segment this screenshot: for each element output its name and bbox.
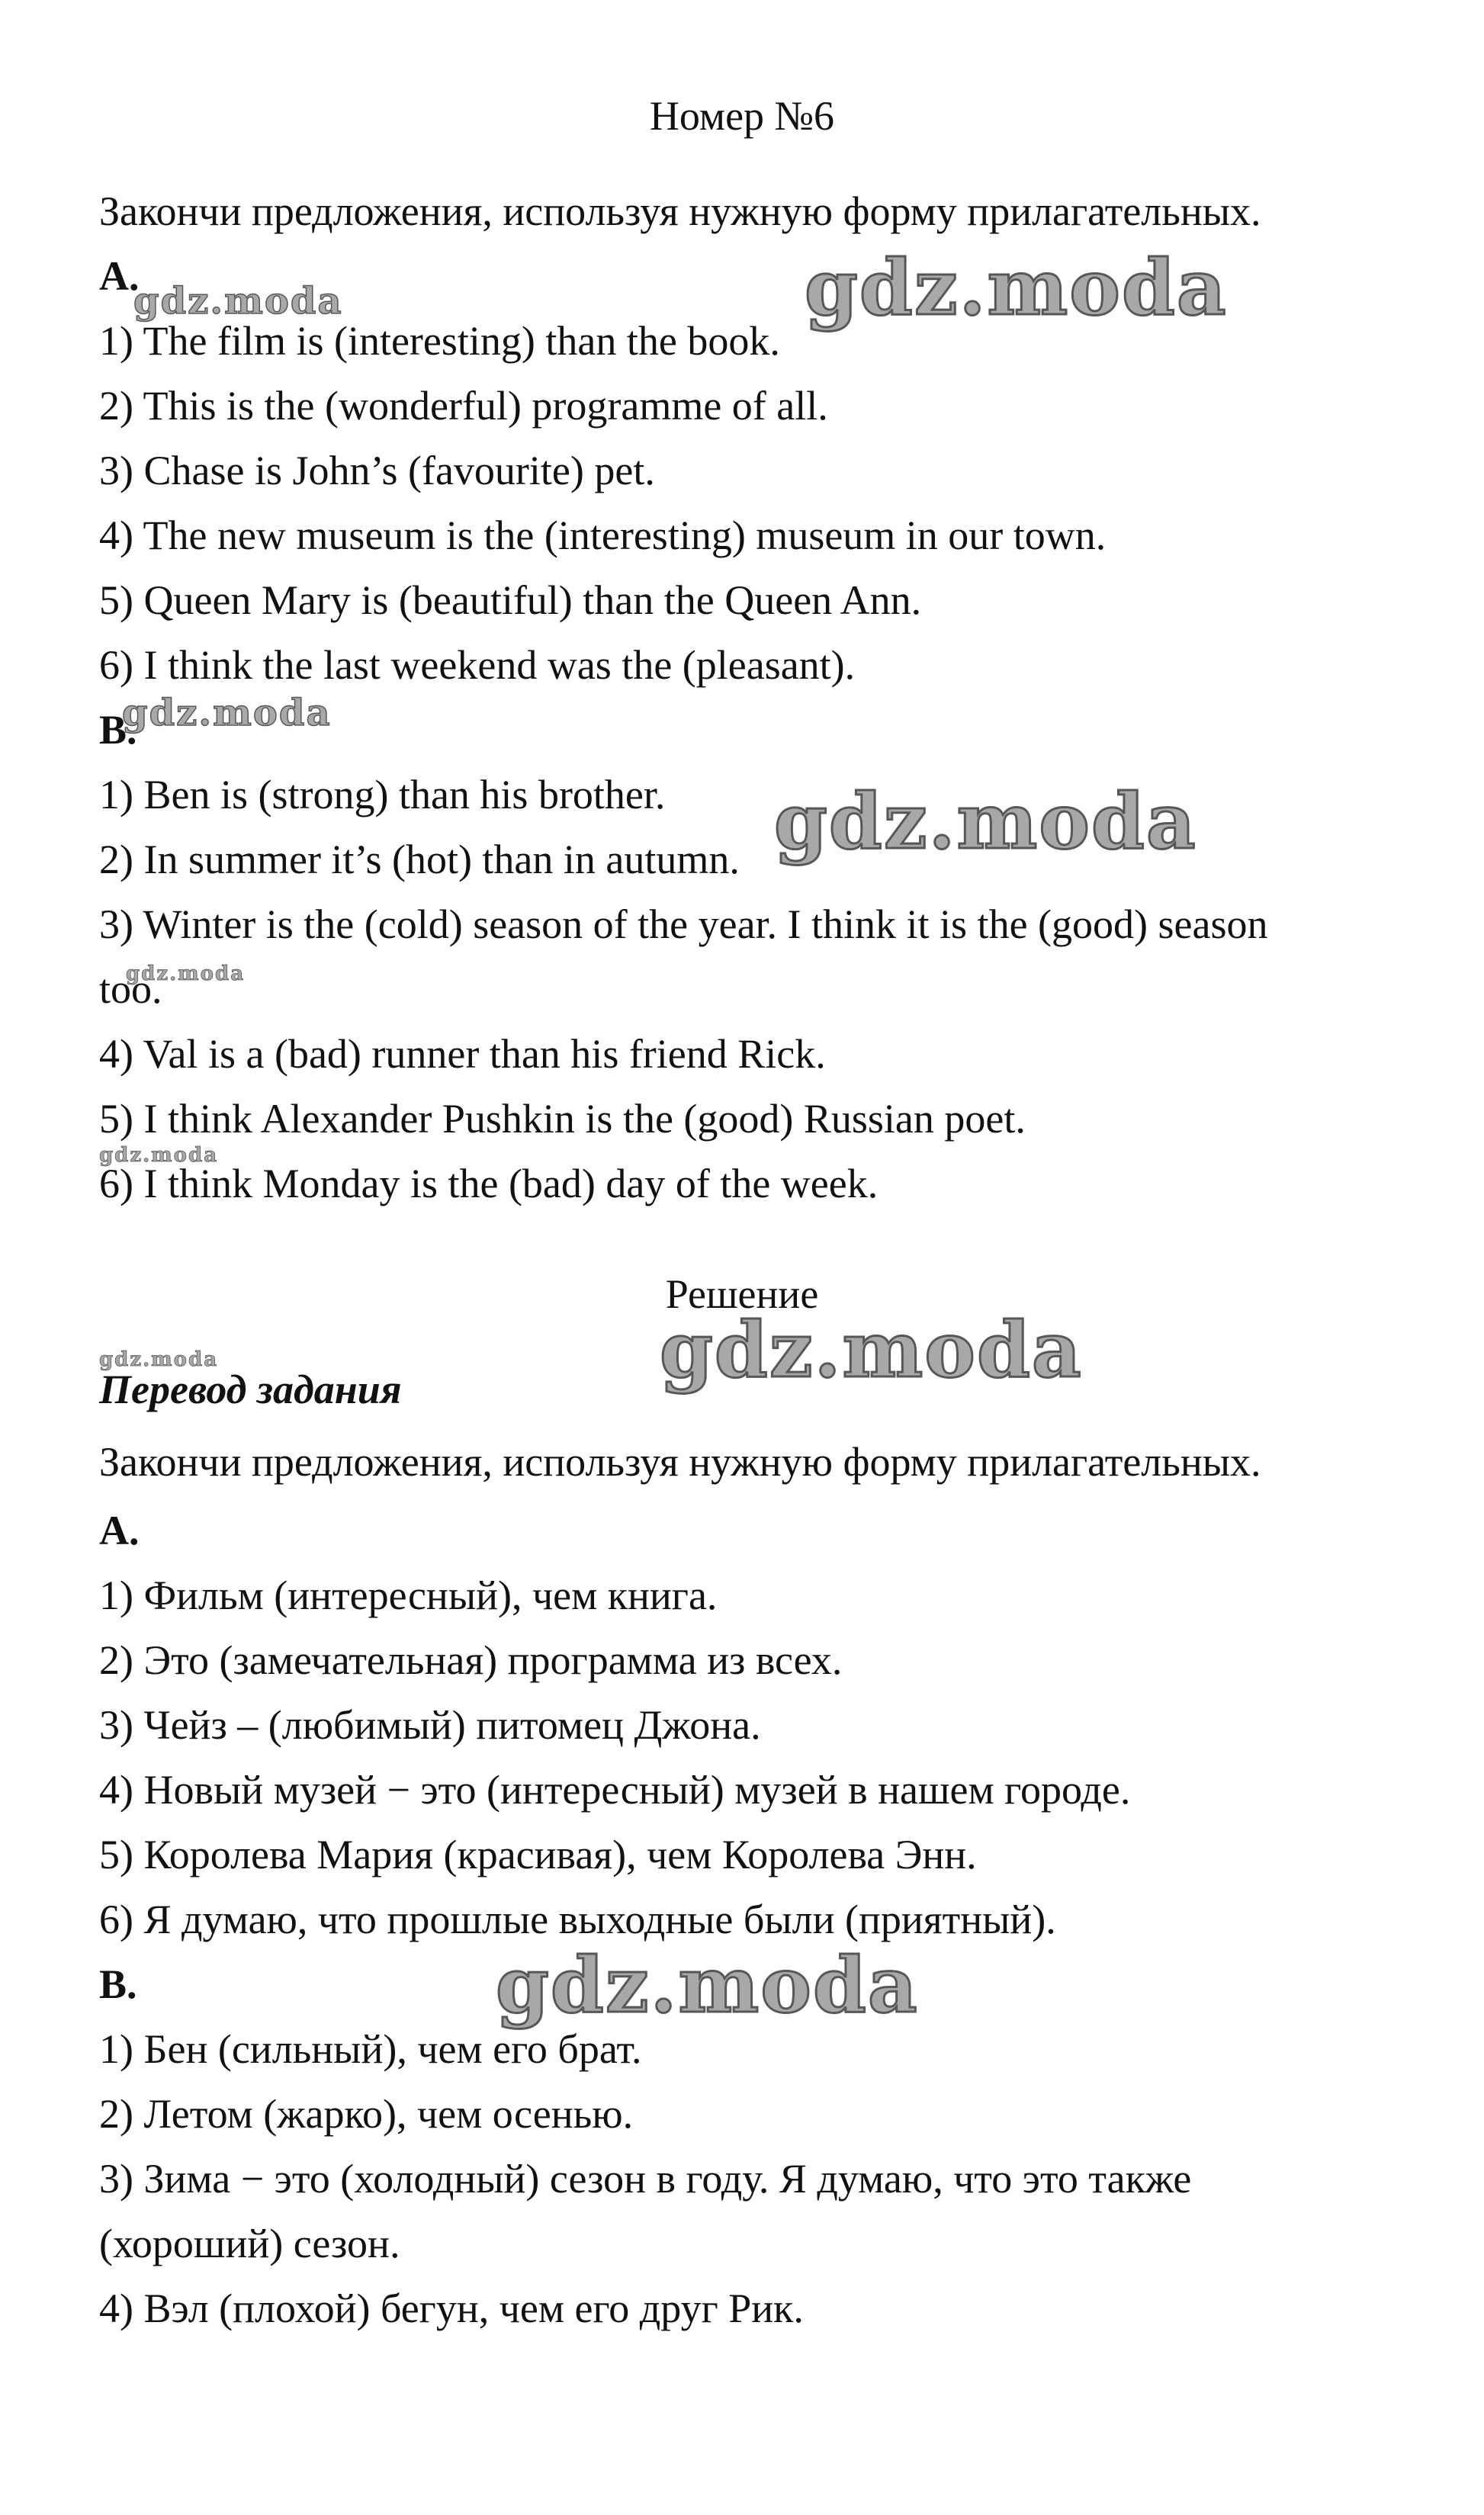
translation-b-item-2: 2) Летом (жарко), чем осенью.	[99, 2091, 634, 2137]
translation-a-item-4: 4) Новый музей − это (интересный) музей в нашем городе.	[99, 1767, 1131, 1813]
solution-heading: Решение	[665, 1271, 819, 1317]
translation-b-item-1: 1) Бен (сильный), чем его брат.	[99, 2026, 642, 2072]
translation-a-item-5: 5) Королева Мария (красивая), чем Королева Энн.	[99, 1832, 977, 1877]
watermark-logo: gdz.moda	[774, 776, 1197, 866]
watermark-logo: gdz.moda	[496, 1940, 919, 2030]
translation-b-item-3-cont: (хороший) сезон.	[99, 2221, 400, 2266]
translation-a-item-1: 1) Фильм (интересный), чем книга.	[99, 1572, 718, 1618]
watermark-logo: gdz.moda	[122, 692, 332, 734]
translation-b-item-4: 4) Вэл (плохой) бегун, чем его друг Рик.	[99, 2285, 804, 2331]
page-title: Номер №6	[649, 93, 835, 139]
translation-b-label: В.	[99, 1961, 137, 2007]
translation-heading: Перевод задания	[99, 1367, 402, 1412]
translation-prompt: Закончи предложения, используя нужную форму прилагательных.	[99, 1439, 1261, 1485]
watermark-logo: gdz.moda	[660, 1305, 1083, 1395]
task-a-item-1: 1) The film is (interesting) than the book.	[99, 318, 780, 364]
translation-b-item-3: 3) Зима − это (холодный) сезон в году. Я думаю, что это также	[99, 2156, 1192, 2202]
watermark-logo: gdz.moda	[99, 1348, 219, 1371]
translation-a-item-2: 2) Это (замечательная) программа из всех.	[99, 1637, 843, 1683]
task-b-item-1: 1) Ben is (strong) than his brother.	[99, 772, 666, 817]
task-b-item-5: 5) I think Alexander Pushkin is the (good) Russian poet.	[99, 1096, 1026, 1142]
task-b-item-6: 6) I think Monday is the (bad) day of the week.	[99, 1161, 879, 1206]
task-a-item-4: 4) The new museum is the (interesting) museum in our town.	[99, 512, 1107, 558]
task-a-item-5: 5) Queen Mary is (beautiful) than the Queen Ann.	[99, 577, 922, 623]
watermark-logo: gdz.moda	[805, 243, 1228, 332]
task-a-item-6: 6) I think the last weekend was the (pleasant).	[99, 642, 856, 688]
section-a-label: A.	[99, 253, 140, 299]
watermark-logo: gdz.moda	[126, 962, 246, 985]
watermark-logo: gdz.moda	[133, 280, 343, 323]
task-prompt: Закончи предложения, используя нужную форму прилагательных.	[99, 188, 1261, 234]
task-a-item-3: 3) Chase is John’s (favourite) pet.	[99, 448, 655, 493]
task-a-item-2: 2) This is the (wonderful) programme of all.	[99, 383, 828, 429]
task-b-item-3-cont: too.	[99, 966, 162, 1012]
task-b-item-2: 2) In summer it’s (hot) than in autumn.	[99, 837, 740, 882]
translation-a-label: А.	[99, 1508, 140, 1553]
task-b-item-4: 4) Val is a (bad) runner than his friend Rick.	[99, 1031, 826, 1077]
watermark-logo: gdz.moda	[99, 1144, 219, 1167]
translation-a-item-6: 6) Я думаю, что прошлые выходные были (приятный).	[99, 1897, 1056, 1942]
section-b-label: B.	[99, 707, 137, 753]
translation-a-item-3: 3) Чейз – (любимый) питомец Джона.	[99, 1702, 761, 1748]
task-b-item-3: 3) Winter is the (cold) season of the year. I think it is the (good) season	[99, 901, 1268, 947]
